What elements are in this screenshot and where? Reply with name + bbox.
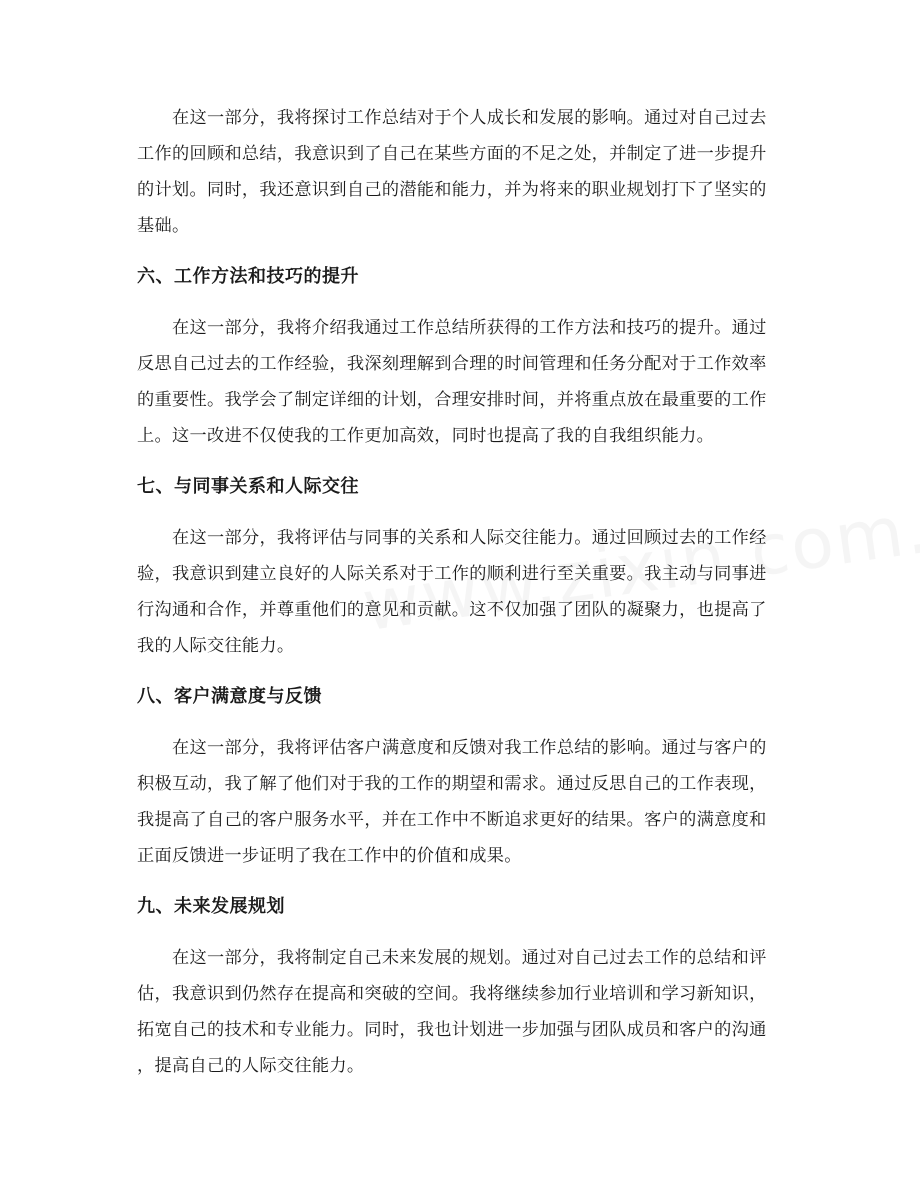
paragraph-line: 我提高了自己的客户服务水平，并在工作中不断追求更好的结果。客户的满意度和 (137, 810, 767, 830)
paragraph-line: 基础。 (137, 216, 190, 236)
paragraph-line: 在这一部分，我将制定自己未来发展的规划。通过对自己过去工作的总结和评 (172, 948, 767, 968)
paragraph-line: 我的人际交往能力。 (137, 636, 295, 656)
paragraph-line: 的重要性。我学会了制定详细的计划，合理安排时间，并将重点放在最重要的工作 (137, 390, 767, 410)
section-heading-6: 六、工作方法和技巧的提升 (137, 266, 359, 287)
paragraph-line: 上。这一改进不仅使我的工作更加高效，同时也提高了我的自我组织能力。 (137, 426, 715, 446)
paragraph-line: 行沟通和合作，并尊重他们的意见和贡献。这不仅加强了团队的凝聚力，也提高了 (137, 600, 767, 620)
section-paragraph-6 (137, 310, 787, 454)
section-heading-7: 七、与同事关系和人际交往 (137, 476, 359, 497)
paragraph-line: 在这一部分，我将评估客户满意度和反馈对我工作总结的影响。通过与客户的 (172, 738, 767, 758)
paragraph-line: 正面反馈进一步证明了我在工作中的价值和成果。 (137, 846, 522, 866)
paragraph-line: 积极互动，我了解了他们对于我的工作的期望和需求。通过反思自己的工作表现， (137, 774, 767, 794)
section-heading-8: 八、客户满意度与反馈 (137, 686, 322, 707)
paragraph-line: 在这一部分，我将介绍我通过工作总结所获得的工作方法和技巧的提升。通过 (172, 318, 767, 338)
section-paragraph-7 (137, 520, 787, 664)
section-paragraph-8 (137, 730, 787, 874)
paragraph-line: 在这一部分，我将探讨工作总结对于个人成长和发展的影响。通过对自己过去 (172, 108, 767, 128)
paragraph-line: 拓宽自己的技术和专业能力。同时，我也计划进一步加强与团队成员和客户的沟通 (137, 1020, 767, 1040)
intro-paragraph (137, 100, 787, 244)
section-heading-9: 九、未来发展规划 (137, 896, 285, 917)
paragraph-line: 验，我意识到建立良好的人际关系对于工作的顺利进行至关重要。我主动与同事进 (137, 564, 767, 584)
paragraph-line: 估，我意识到仍然存在提高和突破的空间。我将继续参加行业培训和学习新知识， (137, 984, 767, 1004)
paragraph-line: 的计划。同时，我还意识到自己的潜能和能力，并为将来的职业规划打下了坚实的 (137, 180, 767, 200)
paragraph-line: ，提高自己的人际交往能力。 (137, 1056, 365, 1076)
paragraph-line: 反思自己过去的工作经验，我深刻理解到合理的时间管理和任务分配对于工作效率 (137, 354, 767, 374)
paragraph-line: 工作的回顾和总结，我意识到了自己在某些方面的不足之处，并制定了进一步提升 (137, 144, 767, 164)
paragraph-line: 在这一部分，我将评估与同事的关系和人际交往能力。通过回顾过去的工作经 (172, 528, 767, 548)
section-paragraph-9 (137, 940, 787, 1084)
